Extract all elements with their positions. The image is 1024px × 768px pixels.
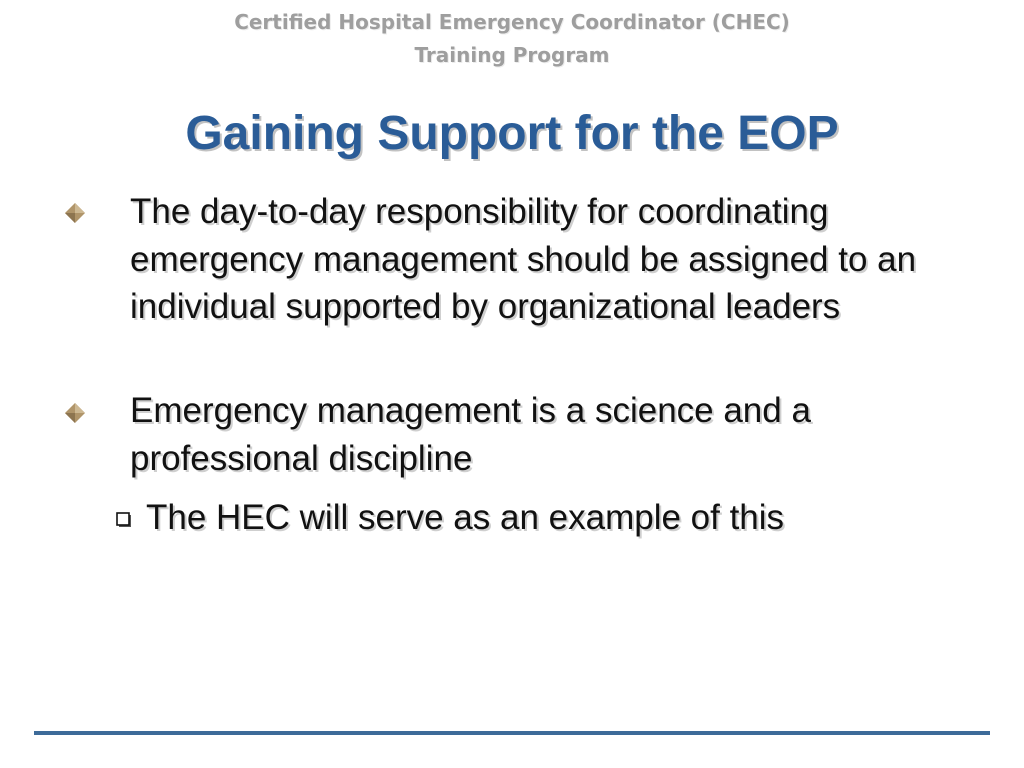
footer-divider xyxy=(34,731,990,735)
course-header-line-2: Training Program xyxy=(414,43,610,67)
slide-title: Gaining Support for the EOP xyxy=(185,107,839,160)
bullet-item-1: The day-to-day responsibility for coordinating emergency management should be assigned to an individual supported by organizational leaders xyxy=(130,192,917,326)
sub-bullet-item-1: The HEC will serve as an example of this xyxy=(146,498,785,537)
course-header-line-1: Certified Hospital Emergency Coordinator (CHEC) xyxy=(234,10,790,34)
diamond-bullet-icon xyxy=(64,402,86,424)
square-bullet-icon xyxy=(116,512,132,528)
diamond-bullet-icon xyxy=(64,202,86,224)
bullet-item-2: Emergency management is a science and a professional discipline xyxy=(130,391,811,478)
